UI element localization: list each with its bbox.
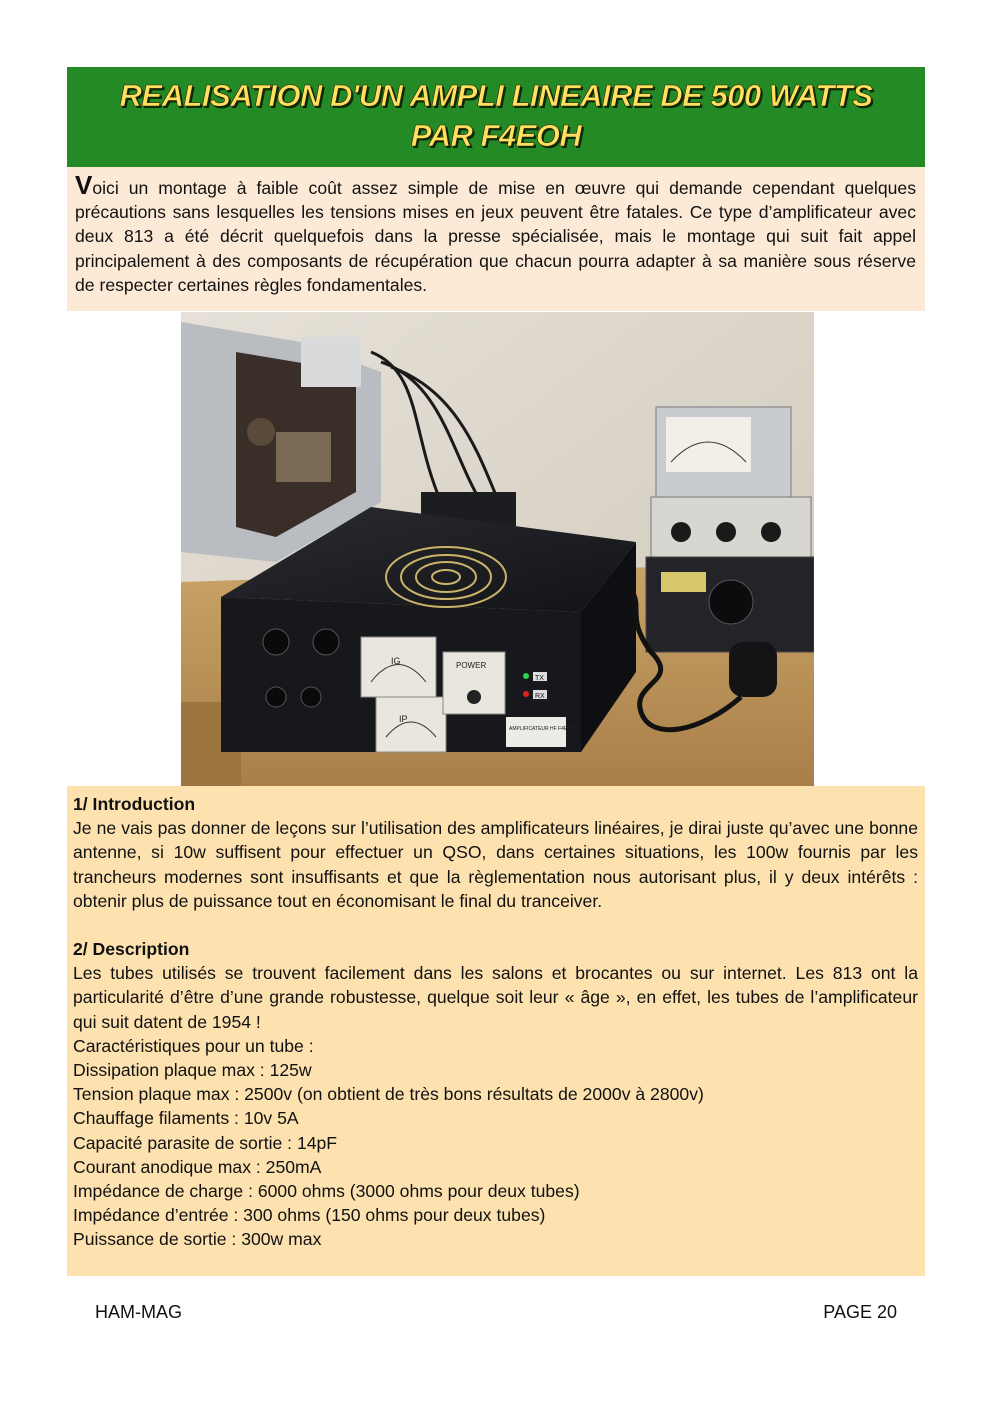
vfo-knob xyxy=(709,580,753,624)
article-box xyxy=(67,786,925,1276)
title-line-2: PAR F4EOH xyxy=(410,118,582,153)
rx-label: RX xyxy=(535,693,545,700)
band-knob xyxy=(266,687,286,707)
capacitor xyxy=(247,418,275,446)
ip-label: IP xyxy=(399,714,408,724)
spec-line: Impédance d’entrée : 300 ohms (150 ohms pour deux tubes) xyxy=(73,1205,546,1226)
power-label: POWER xyxy=(456,661,487,670)
pc-panel xyxy=(301,337,361,387)
swr-meter-face xyxy=(666,417,751,472)
input-knob xyxy=(301,687,321,707)
rx-led xyxy=(523,691,529,697)
spec-line: Dissipation plaque max : 125w xyxy=(73,1060,312,1081)
intro-text: oici un montage à faible coût assez simple de mise en œuvre qui demande cependant quelques précautions sans lesquelles les tensions mises en jeux peuvent être fatales. Ce type d’amplificateur avec deux 813 a été décrit quelquefois dans la presse spécialisée, mais le montage qui suit fait appel principalement à des composants de récupération que chacun pourra adapter à sa manière sous réserve de respecter certaines règles fondamentales. xyxy=(75,178,916,295)
footer-page-number: PAGE 20 xyxy=(823,1302,897,1322)
tx-led xyxy=(523,673,529,679)
spec-line: Caractéristiques pour un tube : xyxy=(73,1035,314,1056)
spec-line: Capacité parasite de sortie : 14pF xyxy=(73,1132,338,1153)
spec-line: Chauffage filaments : 10v 5A xyxy=(73,1108,299,1129)
tune-knob xyxy=(263,629,289,655)
section-heading-introduction: 1/ Introduction xyxy=(73,794,196,814)
intro-box xyxy=(67,167,925,311)
load-knob xyxy=(313,629,339,655)
spec-line: Impédance de charge : 6000 ohms (3000 ohms pour deux tubes) xyxy=(73,1181,580,1202)
spec-line: Courant anodique max : 250mA xyxy=(73,1156,322,1177)
power-switch xyxy=(467,690,481,704)
drop-cap: V xyxy=(75,170,93,200)
plate-label: AMPLIFICATEUR HF F4EOH xyxy=(509,726,575,732)
title-banner xyxy=(67,67,925,167)
transceiver-display xyxy=(661,572,706,592)
description-paragraph: Les tubes utilisés se trouvent facilement dans les salons et brocantes ou sur internet. Les 813 ont la particularité d’être d’une grande robustesse, quelque soit leur « âge », en effet, les tubes de l’amplificateur qui suit datent de 1954 ! xyxy=(73,963,918,1032)
transformer xyxy=(276,432,331,482)
amplifier-photo xyxy=(181,312,814,786)
tuner-knob-3 xyxy=(761,522,781,542)
footer-magazine-name: HAM-MAG xyxy=(95,1302,182,1322)
ig-meter xyxy=(361,637,436,697)
introduction-paragraph: Je ne vais pas donner de leçons sur l’utilisation des amplificateurs linéaires, je dirai juste qu’avec une bonne antenne, si 10w suffisent pour effectuer un QSO, dans certaines situations, les 100w fournis par les trancheurs modernes sont insuffisants et que la règlementation nous autorisant plus, il y deux intérêts : obtenir plus de puissance tout en économisant le final du tranceiver. xyxy=(73,818,918,911)
intro-paragraph xyxy=(75,170,916,297)
tuner-knob-2 xyxy=(716,522,736,542)
name-plate xyxy=(506,717,566,747)
title-line-1: REALISATION D'UN AMPLI LINEAIRE DE 500 WATTS xyxy=(119,78,873,113)
ip-meter xyxy=(376,697,446,752)
ig-label: IG xyxy=(391,656,401,666)
section-heading-description: 2/ Description xyxy=(73,939,190,960)
spec-line: Tension plaque max : 2500v (on obtient de très bons résultats de 2000v à 2800v) xyxy=(73,1084,704,1105)
tx-label: TX xyxy=(535,675,544,682)
microphone xyxy=(729,642,777,697)
spec-line: Puissance de sortie : 300w max xyxy=(73,1229,322,1250)
tuner-knob-1 xyxy=(671,522,691,542)
